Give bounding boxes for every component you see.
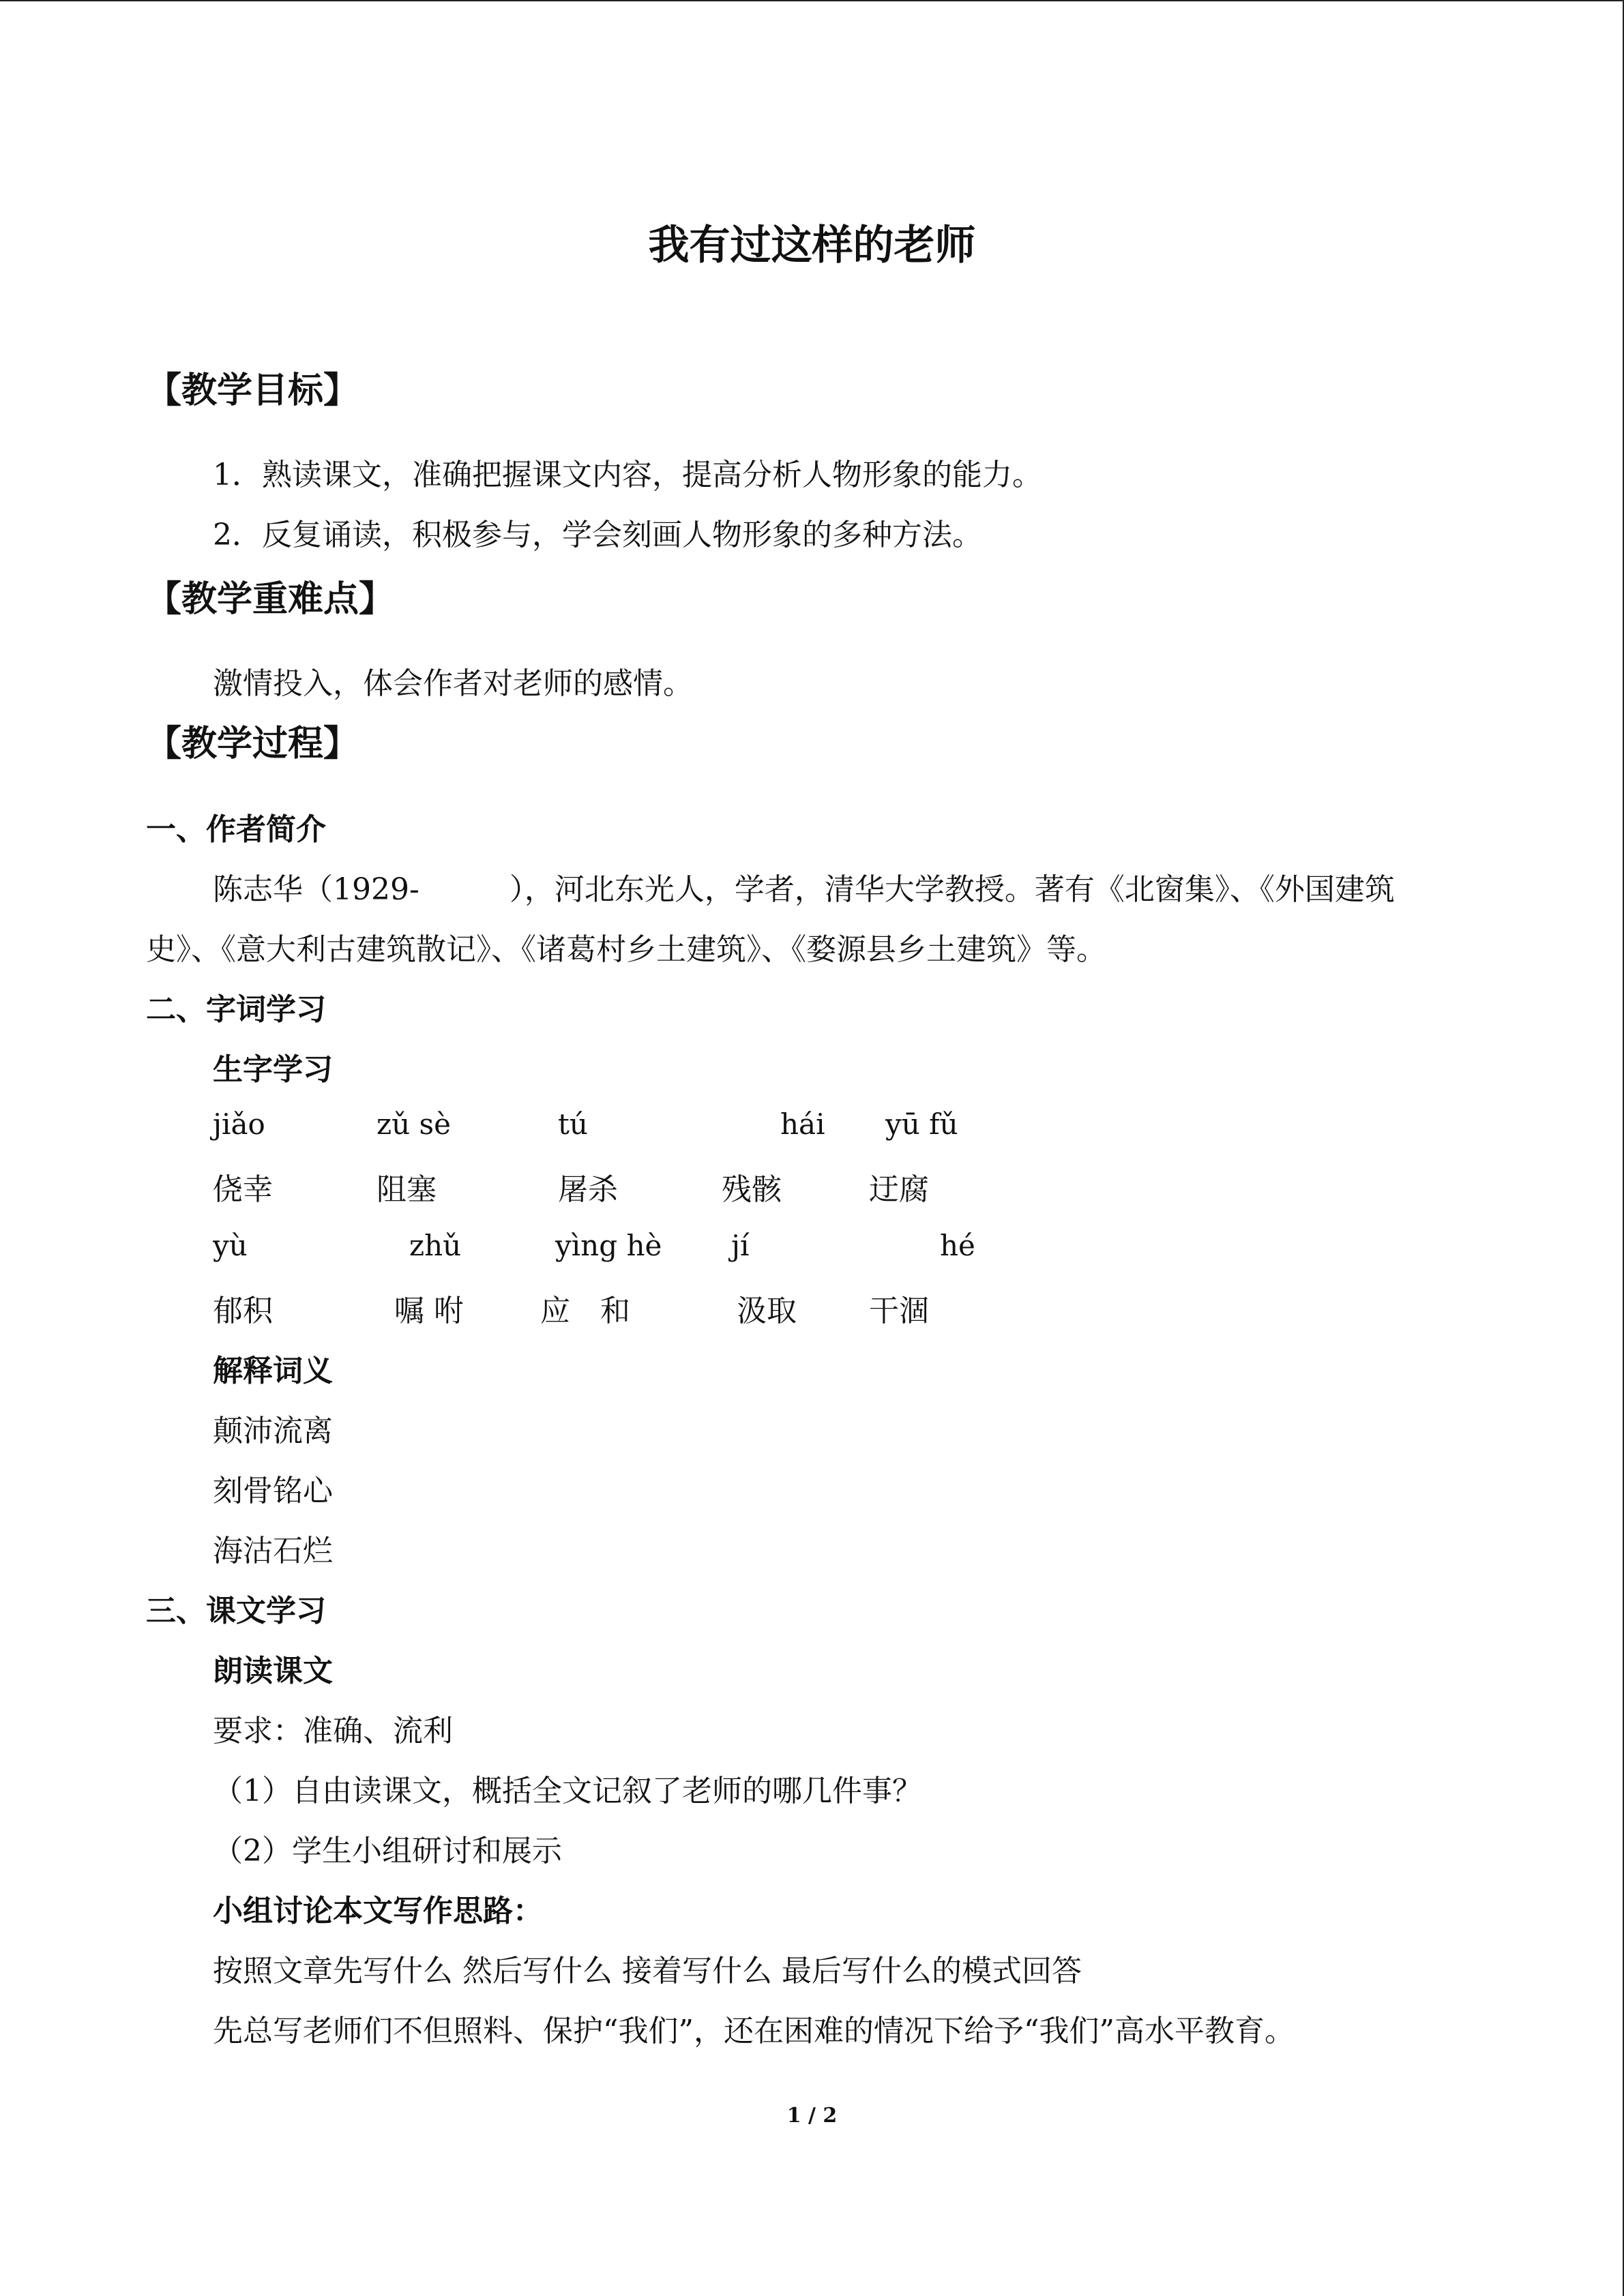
vocab-word: 嘱 咐	[394, 1294, 464, 1328]
author-heading: 一、作者简介	[146, 812, 326, 847]
text-study-subheading-reading: 朗读课文	[213, 1654, 333, 1688]
pinyin: yū fǔ	[885, 1107, 958, 1141]
question-2: （2）学生小组研讨和展示	[213, 1834, 562, 1868]
vocab-term: 颠沛流离	[213, 1414, 333, 1448]
vocab-term: 刻骨铭心	[213, 1474, 333, 1508]
vocab-word: 汲取	[737, 1294, 797, 1328]
vocab-subheading-meanings: 解释词义	[213, 1354, 333, 1388]
pinyin: yù	[213, 1229, 248, 1262]
vocab-word: 郁积	[213, 1294, 273, 1328]
pinyin: jiǎo	[213, 1107, 265, 1141]
vocab-word: 迂腐	[869, 1172, 929, 1207]
discussion-heading: 小组讨论本文写作思路：	[213, 1894, 543, 1928]
vocab-word: 阻塞	[377, 1172, 437, 1207]
vocab-term: 海沽石烂	[213, 1534, 333, 1568]
goals-heading: 【教学目标】	[146, 370, 359, 411]
question-1: （1）自由读课文，概括全文记叙了老师的哪几件事？	[213, 1774, 922, 1808]
pinyin: tú	[558, 1107, 588, 1141]
author-line-1: 陈志华（1929- ），河北东光人，学者，清华大学教授。著有《北窗集》、《外国建筑	[213, 872, 1395, 907]
process-heading: 【教学过程】	[146, 723, 359, 764]
reading-requirement: 要求：准确、流利	[213, 1714, 453, 1748]
discussion-paragraph-1: 按照文章先写什么 然后写什么 接着写什么 最后写什么的模式回答	[213, 1954, 1082, 1988]
document-title: 我有过这样的老师	[648, 222, 976, 269]
vocab-subheading-characters: 生字学习	[213, 1052, 333, 1087]
vocab-word: 屠杀	[558, 1172, 618, 1207]
pinyin: hé	[940, 1229, 975, 1262]
page-number: 1 / 2	[786, 2104, 838, 2128]
pinyin: zǔ sè	[377, 1107, 451, 1141]
vocab-heading: 二、字词学习	[146, 992, 326, 1027]
vocab-word: 侥幸	[213, 1172, 273, 1207]
author-line-2: 史》、《意大利古建筑散记》、《诸葛村乡土建筑》、《婺源县乡土建筑》等。	[146, 932, 1106, 967]
pinyin: yìng hè	[555, 1229, 662, 1262]
goal-item-2: 2．反复诵读，积极参与，学会刻画人物形象的多种方法。	[213, 518, 982, 552]
key-points-text: 激情投入，体会作者对老师的感情。	[213, 666, 693, 701]
vocab-word: 应 和	[540, 1294, 630, 1328]
goal-item-1: 1．熟读课文，准确把握课文内容，提高分析人物形象的能力。	[213, 458, 1042, 492]
vocab-word: 干涸	[869, 1294, 929, 1328]
key-points-heading: 【教学重难点】	[146, 578, 395, 620]
text-study-heading: 三、课文学习	[146, 1594, 326, 1628]
pinyin: hái	[780, 1107, 825, 1141]
pinyin: jí	[731, 1229, 750, 1262]
discussion-paragraph-2: 先总写老师们不但照料、保护“我们”，还在困难的情况下给予“我们”高水平教育。	[213, 2014, 1295, 2048]
vocab-word: 残骸	[722, 1172, 782, 1207]
pinyin: zhǔ	[409, 1229, 462, 1262]
